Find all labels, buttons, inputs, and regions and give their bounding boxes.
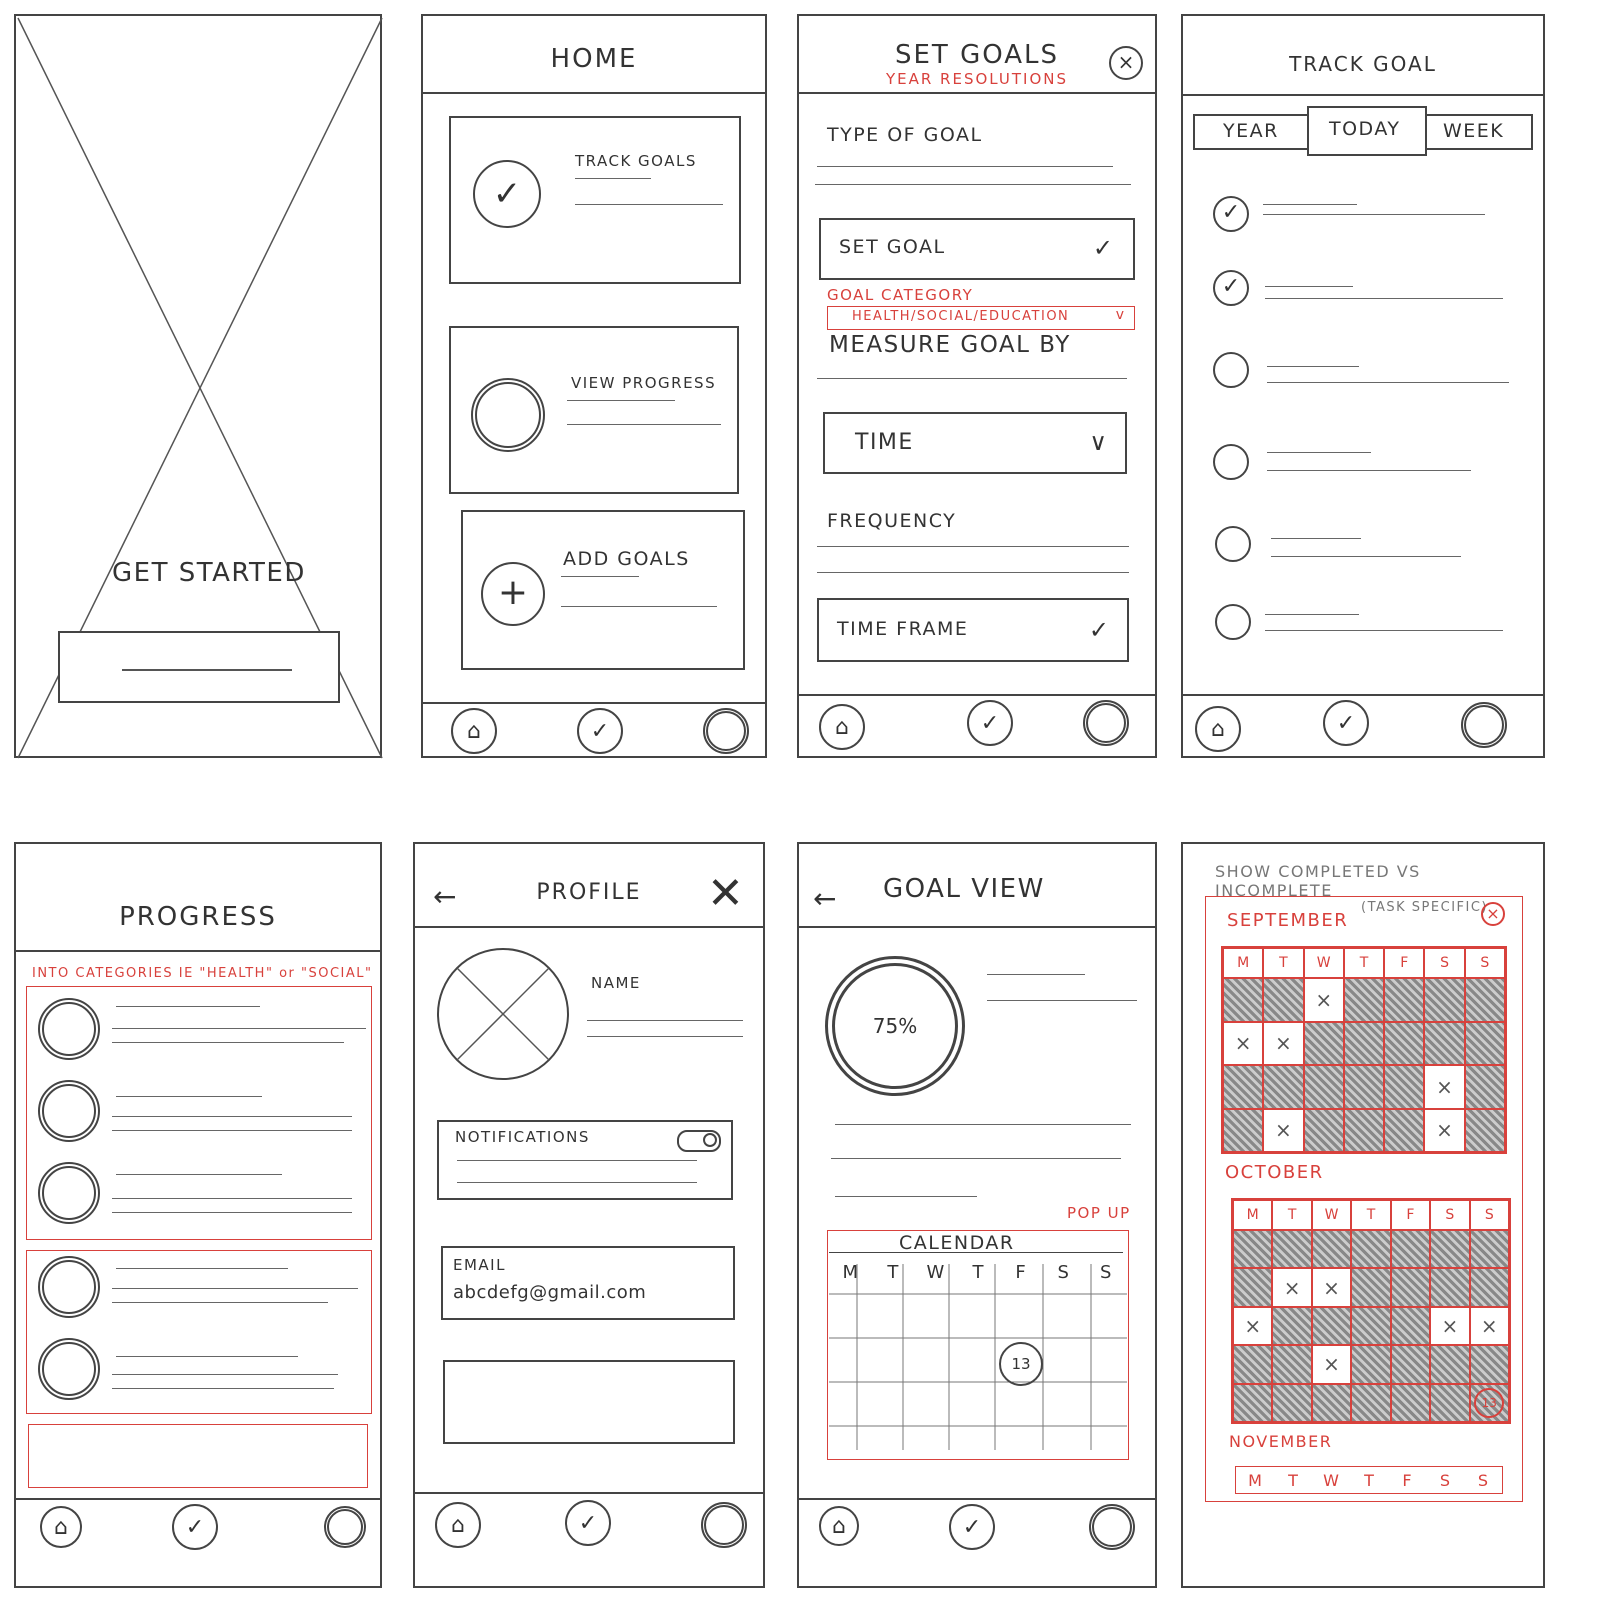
incomplete-day-cell[interactable]: × — [1272, 1268, 1311, 1306]
screen-home — [421, 14, 767, 758]
completed-day-cell[interactable] — [1304, 1022, 1344, 1066]
completed-day-cell[interactable] — [1384, 978, 1424, 1022]
completed-day-cell[interactable] — [1430, 1230, 1469, 1268]
weekday-header-cell: M — [1248, 1470, 1262, 1490]
weekday-header-cell: S — [1424, 948, 1464, 978]
screen-track-goal — [1181, 14, 1545, 758]
frequency-label: FREQUENCY — [827, 510, 957, 532]
progress-ring-icon — [38, 1162, 100, 1224]
completed-day-cell[interactable] — [1344, 1109, 1384, 1153]
goals-nav-icon[interactable]: ✓ — [172, 1504, 218, 1550]
weekday-header-cell: T — [1263, 948, 1303, 978]
chevron-down-icon: ✓ — [1088, 616, 1109, 644]
screen-profile — [413, 842, 765, 1588]
weekday-header-cell: S — [1430, 1200, 1469, 1230]
progress-nav-icon[interactable] — [324, 1506, 366, 1548]
completed-day-cell[interactable] — [1304, 1109, 1344, 1153]
completed-day-cell[interactable] — [1223, 978, 1263, 1022]
time-select[interactable]: TIME ∨ — [823, 412, 1127, 474]
weekday-header-cell: M — [1233, 1200, 1272, 1230]
home-nav-icon[interactable]: ⌂ — [819, 1506, 859, 1546]
goals-nav-icon[interactable]: ✓ — [967, 700, 1013, 746]
screen-progress — [14, 842, 382, 1588]
weekday-header-cell: T — [1272, 1200, 1311, 1230]
close-icon[interactable]: × — [1481, 902, 1505, 926]
page-subtitle: YEAR RESOLUTIONS — [885, 70, 1069, 88]
popup-note: POP UP — [1067, 1204, 1131, 1222]
progress-nav-icon[interactable] — [1461, 702, 1507, 748]
checkbox-unchecked[interactable] — [1215, 526, 1251, 562]
goals-nav-icon[interactable]: ✓ — [949, 1504, 995, 1550]
completed-day-cell[interactable] — [1424, 978, 1464, 1022]
category-note: INTO CATEGORIES IE "HEALTH" or "SOCIAL" — [32, 966, 373, 981]
chevron-down-icon: ✓ — [1092, 234, 1113, 262]
empty-field[interactable] — [443, 1360, 735, 1444]
completed-day-cell[interactable] — [1465, 1022, 1505, 1066]
completed-day-cell[interactable] — [1312, 1307, 1351, 1345]
incomplete-day-cell[interactable]: × — [1263, 1109, 1303, 1153]
name-label: NAME — [591, 974, 641, 992]
calendar-day-highlight[interactable]: 13 — [999, 1342, 1043, 1386]
completed-day-cell[interactable] — [1223, 1109, 1263, 1153]
progress-ring-icon — [38, 1080, 100, 1142]
chevron-down-icon: ∨ — [1089, 428, 1107, 456]
weekday-header-cell: S — [1465, 948, 1505, 978]
incomplete-day-cell[interactable]: × — [1263, 1022, 1303, 1066]
weekday-header-cell: M — [1223, 948, 1263, 978]
track-goals-card[interactable] — [449, 116, 741, 284]
weekday-header-cell: F — [1391, 1200, 1430, 1230]
page-title: GOAL VIEW — [883, 874, 1045, 904]
completed-day-cell[interactable] — [1351, 1230, 1390, 1268]
completed-day-cell[interactable] — [1391, 1230, 1430, 1268]
page-title: PROFILE — [536, 880, 642, 905]
completed-day-cell[interactable] — [1465, 1065, 1505, 1109]
back-arrow-icon[interactable]: ← — [813, 882, 837, 915]
completed-day-cell[interactable] — [1312, 1384, 1351, 1422]
card-label: TRACK GOALS — [575, 152, 697, 170]
completed-day-cell[interactable] — [1233, 1268, 1272, 1306]
completed-day-cell[interactable] — [1470, 1345, 1509, 1383]
checkbox-checked[interactable]: ✓ — [1213, 196, 1249, 232]
completed-day-cell[interactable] — [1263, 1065, 1303, 1109]
progress-percent: 75% — [872, 1014, 918, 1038]
progress-ring-icon — [38, 1256, 100, 1318]
incomplete-day-cell[interactable]: × — [1223, 1022, 1263, 1066]
completed-day-cell[interactable] — [1470, 1384, 1509, 1422]
incomplete-day-cell[interactable]: × — [1424, 1065, 1464, 1109]
progress-nav-icon[interactable] — [703, 708, 749, 754]
calendar-grid — [829, 1254, 1129, 1434]
weekday-header-cell: T — [1288, 1470, 1298, 1490]
close-icon[interactable]: × — [1109, 46, 1143, 80]
completed-day-cell[interactable] — [1391, 1307, 1430, 1345]
weekday-header-cell: S — [1477, 1470, 1489, 1490]
screen-start — [14, 14, 382, 758]
tab-year[interactable]: YEAR — [1223, 120, 1279, 142]
completed-day-cell[interactable] — [1272, 1345, 1311, 1383]
incomplete-day-cell[interactable]: × — [1424, 1109, 1464, 1153]
measure-goal-by-label: MEASURE GOAL BY — [829, 332, 1071, 358]
weekday-header-cell: W — [1323, 1470, 1339, 1490]
plus-circle-icon: + — [481, 562, 545, 626]
progress-nav-icon[interactable] — [1089, 1504, 1135, 1550]
calendar-month-grid — [1231, 1198, 1511, 1424]
close-icon[interactable]: ✕ — [707, 868, 744, 919]
completed-day-cell[interactable] — [1470, 1230, 1509, 1268]
type-of-goal-label: TYPE OF GOAL — [827, 124, 983, 146]
page-title: SET GOALS — [894, 40, 1059, 70]
incomplete-day-cell[interactable]: × — [1304, 978, 1344, 1022]
weekday-header-cell: W — [1312, 1200, 1351, 1230]
goals-nav-icon[interactable]: ✓ — [1323, 700, 1369, 746]
progress-ring-icon — [471, 378, 545, 452]
weekday-header-cell: S — [1439, 1470, 1451, 1490]
incomplete-day-cell[interactable]: × — [1233, 1307, 1272, 1345]
completed-day-cell[interactable] — [1430, 1345, 1469, 1383]
home-nav-icon[interactable]: ⌂ — [40, 1506, 82, 1548]
checkbox-unchecked[interactable] — [1215, 604, 1251, 640]
goals-nav-icon[interactable]: ✓ — [577, 708, 623, 754]
completed-day-cell[interactable] — [1304, 1065, 1344, 1109]
completed-day-cell[interactable] — [1233, 1384, 1272, 1422]
back-arrow-icon[interactable]: ← — [433, 880, 457, 913]
completed-day-cell[interactable] — [1430, 1384, 1469, 1422]
weekday-header-cell: S — [1470, 1200, 1509, 1230]
goal-category-label: GOAL CATEGORY — [827, 286, 974, 304]
category-group — [28, 1424, 368, 1488]
goals-nav-icon[interactable]: ✓ — [565, 1500, 611, 1546]
page-title: HOME — [550, 44, 638, 74]
incomplete-day-cell[interactable]: × — [1312, 1345, 1351, 1383]
incomplete-day-cell[interactable]: × — [1470, 1307, 1509, 1345]
progress-ring-icon — [38, 1338, 100, 1400]
add-goals-card[interactable] — [461, 510, 745, 670]
month-label: OCTOBER — [1225, 1162, 1324, 1183]
calendar-note-sub: (TASK SPECIFIC) — [1361, 900, 1488, 915]
email-field[interactable]: EMAIL abcdefg@gmail.com — [441, 1246, 735, 1320]
completed-day-cell[interactable] — [1351, 1384, 1390, 1422]
completed-day-cell[interactable] — [1391, 1384, 1430, 1422]
weekday-header-cell: F — [1402, 1470, 1412, 1490]
completed-day-cell[interactable] — [1272, 1230, 1311, 1268]
weekday-header-cell: T — [1351, 1200, 1390, 1230]
completed-day-cell[interactable] — [1465, 1109, 1505, 1153]
view-progress-card[interactable] — [449, 326, 739, 494]
screen-goal-view — [797, 842, 1157, 1588]
screen-calendar-detail — [1181, 842, 1545, 1588]
completed-day-cell[interactable] — [1312, 1230, 1351, 1268]
completed-day-cell[interactable] — [1391, 1345, 1430, 1383]
page-title: PROGRESS — [119, 902, 277, 932]
completed-day-cell[interactable] — [1384, 1065, 1424, 1109]
completed-day-cell[interactable] — [1344, 1065, 1384, 1109]
check-circle-icon: ✓ — [473, 160, 541, 228]
notifications-panel: NOTIFICATIONS — [437, 1120, 733, 1200]
tab-week[interactable]: WEEK — [1443, 120, 1505, 142]
month-label: SEPTEMBER — [1227, 910, 1349, 931]
set-goal-select[interactable]: SET GOAL ✓ — [819, 218, 1135, 280]
calendar-weekday-header: M T W T F S S — [842, 1262, 1112, 1283]
completed-day-cell[interactable] — [1233, 1345, 1272, 1383]
completed-day-cell[interactable] — [1263, 978, 1303, 1022]
checkbox-unchecked[interactable] — [1213, 444, 1249, 480]
completed-day-cell[interactable] — [1233, 1230, 1272, 1268]
calendar-title: CALENDAR — [899, 1232, 1015, 1254]
completed-day-cell[interactable] — [1344, 1022, 1384, 1066]
completed-day-cell[interactable] — [1470, 1268, 1509, 1306]
card-label: ADD GOALS — [563, 548, 690, 570]
weekday-header-cell: W — [1304, 948, 1344, 978]
calendar-note: SHOW COMPLETED VS INCOMPLETE — [1215, 862, 1421, 900]
calendar-month-grid — [1221, 946, 1507, 1154]
completed-day-cell[interactable] — [1430, 1268, 1469, 1306]
completed-day-cell[interactable] — [1272, 1384, 1311, 1422]
weekday-header-cell: T — [1344, 948, 1384, 978]
goal-category-select[interactable]: HEALTH/SOCIAL/EDUCATION v — [827, 306, 1135, 330]
home-nav-icon[interactable]: ⌂ — [1195, 706, 1241, 752]
completed-day-cell[interactable] — [1384, 1022, 1424, 1066]
completed-day-cell[interactable] — [1424, 1022, 1464, 1066]
completed-day-cell[interactable] — [1384, 1109, 1424, 1153]
avatar[interactable] — [437, 948, 569, 1080]
checkbox-unchecked[interactable] — [1213, 352, 1249, 388]
weekday-header-cell: F — [1384, 948, 1424, 978]
weekday-header-cell: T — [1364, 1470, 1374, 1490]
page-title: TRACK GOAL — [1289, 52, 1437, 76]
incomplete-day-cell[interactable]: × — [1312, 1268, 1351, 1306]
chevron-down-icon: v — [1115, 307, 1124, 323]
time-frame-select[interactable]: TIME FRAME ✓ — [817, 598, 1129, 662]
incomplete-day-cell[interactable]: × — [1430, 1307, 1469, 1345]
progress-nav-icon[interactable] — [1083, 700, 1129, 746]
home-nav-icon[interactable]: ⌂ — [451, 708, 497, 754]
progress-ring-icon — [38, 998, 100, 1060]
checkbox-checked[interactable]: ✓ — [1213, 270, 1249, 306]
completed-day-cell[interactable] — [1465, 978, 1505, 1022]
home-nav-icon[interactable]: ⌂ — [435, 1502, 481, 1548]
completed-day-cell[interactable] — [1351, 1345, 1390, 1383]
calendar-day-highlight: 13 — [1474, 1388, 1504, 1418]
completed-day-cell[interactable] — [1351, 1268, 1390, 1306]
completed-day-cell[interactable] — [1351, 1307, 1390, 1345]
get-started-button[interactable] — [58, 631, 340, 703]
progress-nav-icon[interactable] — [701, 1502, 747, 1548]
calendar-month-grid — [1235, 1466, 1503, 1494]
get-started-label: GET STARTED — [112, 558, 306, 588]
completed-day-cell[interactable] — [1272, 1307, 1311, 1345]
completed-day-cell[interactable] — [1344, 978, 1384, 1022]
screen-set-goals — [797, 14, 1157, 758]
progress-ring — [825, 956, 965, 1096]
card-label: VIEW PROGRESS — [571, 374, 717, 392]
completed-day-cell[interactable] — [1223, 1065, 1263, 1109]
tab-today[interactable]: TODAY — [1307, 106, 1427, 156]
completed-day-cell[interactable] — [1391, 1268, 1430, 1306]
month-label: NOVEMBER — [1229, 1432, 1333, 1451]
notifications-toggle[interactable] — [677, 1130, 721, 1152]
home-nav-icon[interactable]: ⌂ — [819, 704, 865, 750]
